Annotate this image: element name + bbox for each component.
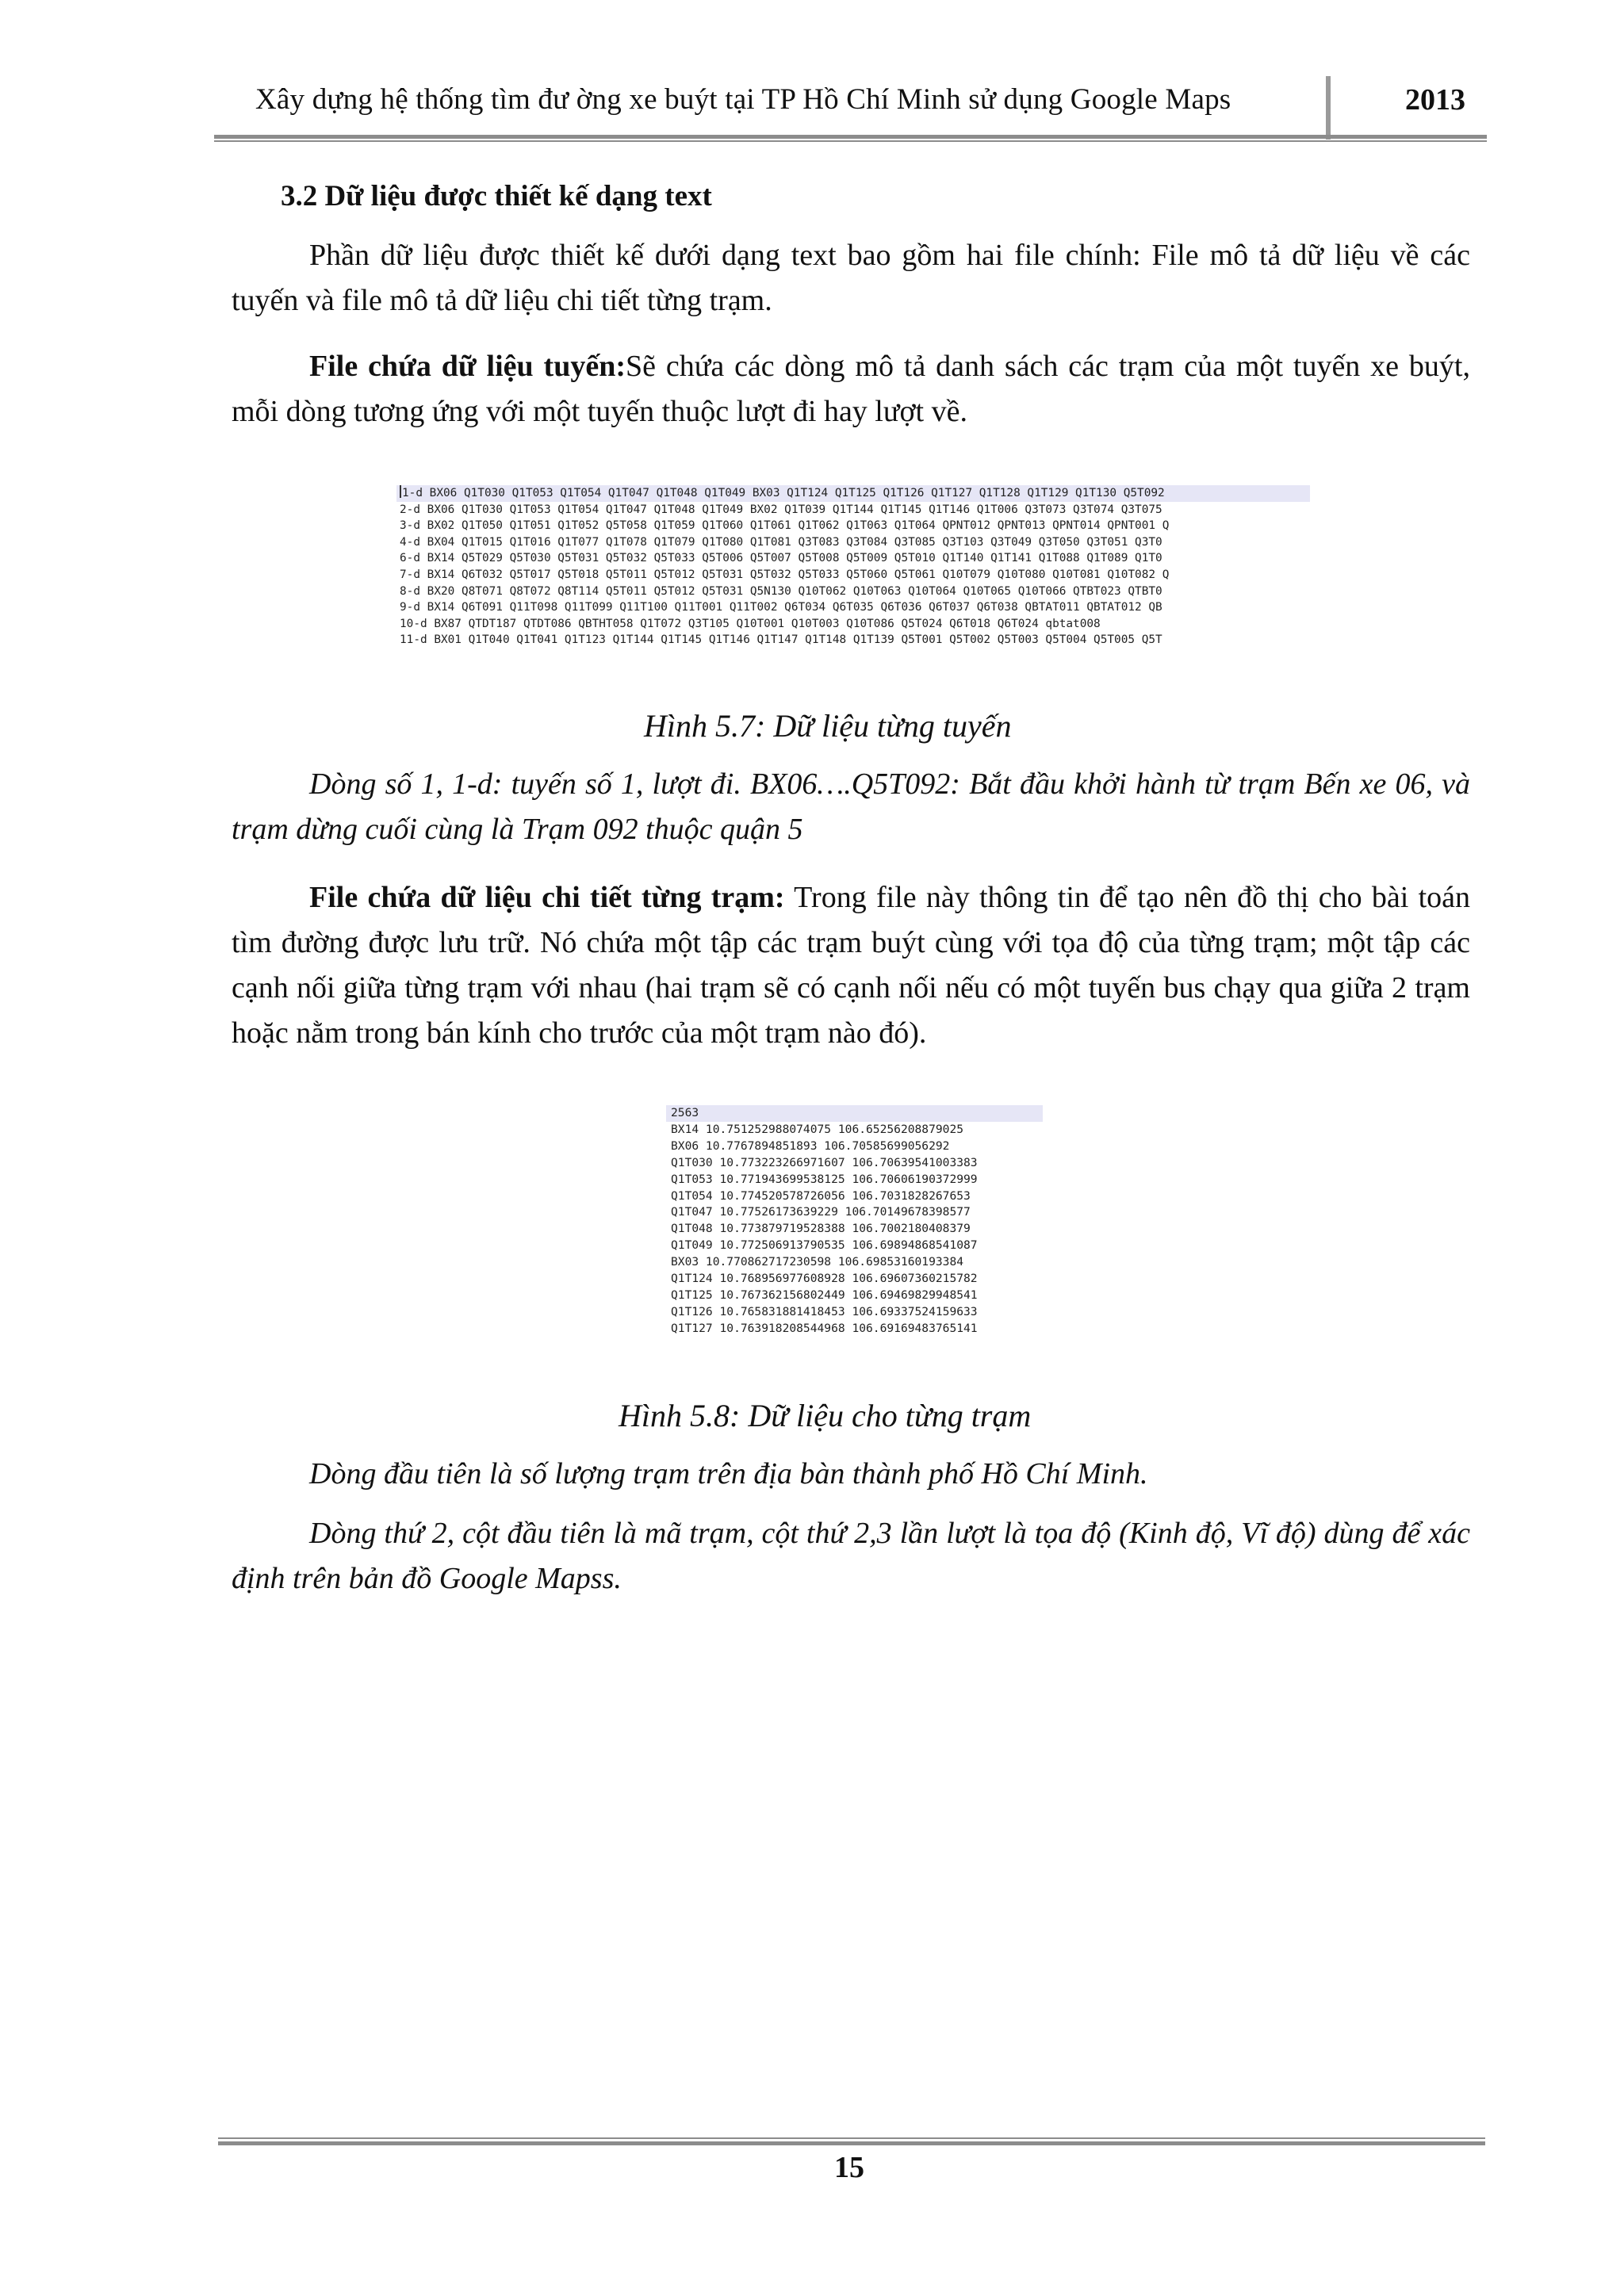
station-data-line: Q1T053 10.771943699538125 106.70606190372999 [671, 1172, 978, 1186]
header-rule [214, 135, 1487, 139]
route-data-line: 3-d BX02 Q1T050 Q1T051 Q1T052 Q5T058 Q1T059 Q1T060 Q1T061 Q1T062 Q1T063 Q1T064 QPNT012 QPNT013 QPNT014 QPNT001 Q [400, 519, 1170, 533]
station-note-first-line: Dòng đầu tiên là số lượng trạm trên địa bàn thành phố Hồ Chí Minh. [309, 1457, 1148, 1490]
station-data-line: Q1T126 10.765831881418453 106.69337524159633 [671, 1304, 978, 1318]
route-file-lead: File chứa dữ liệu tuyến: [309, 350, 626, 383]
station-data-line: Q1T030 10.773223266971607 106.70639541003383 [671, 1155, 978, 1169]
running-header-year: 2013 [1405, 83, 1465, 117]
page-number: 15 [834, 2151, 864, 2184]
section-heading: 3.2 Dữ liệu được thiết kế dạng text [281, 180, 712, 212]
header-rule-thin [214, 140, 1487, 142]
header-separator [1326, 76, 1331, 140]
footer-rule-thin [218, 2137, 1485, 2139]
station-data-line: 2563 [666, 1105, 1043, 1122]
station-data-line: Q1T054 10.774520578726056 106.7031828267653 [671, 1188, 971, 1203]
route-data-line: 4-d BX04 Q1T015 Q1T016 Q1T077 Q1T078 Q1T079 Q1T080 Q1T081 Q3T083 Q3T084 Q3T085 Q3T103 Q3T049 Q3T050 Q3T051 Q3T0 [400, 535, 1162, 549]
text-caret [400, 485, 401, 498]
route-data-line: 11-d BX01 Q1T040 Q1T041 Q1T123 Q1T144 Q1T145 Q1T146 Q1T147 Q1T148 Q1T139 Q5T001 Q5T002 Q5T003 Q5T004 Q5T005 Q5T [400, 633, 1162, 647]
station-data-line: Q1T125 10.767362156802449 106.69469829948541 [671, 1288, 978, 1302]
route-data-line: 2-d BX06 Q1T030 Q1T053 Q1T054 Q1T047 Q1T048 Q1T049 BX02 Q1T039 Q1T144 Q1T145 Q1T146 Q1T006 Q3T073 Q3T074 Q3T075 [400, 503, 1162, 516]
station-data-line: Q1T124 10.768956977608928 106.69607360215782 [671, 1272, 978, 1286]
route-data-line: 10-d BX87 QTDT187 QTDT086 QBTHT058 Q1T072 Q3T105 Q10T001 Q10T003 Q10T086 Q5T024 Q6T018 Q6T024 qbtat008 [400, 617, 1101, 630]
station-note-columns: Dòng thứ 2, cột đầu tiên là mã trạm, cột thứ 2,3 lần lượt là tọa độ (Kinh độ, Vĩ độ) dùng để xác định trên bản đồ Google Mapss. [232, 1517, 1470, 1595]
route-file-body: Sẽ chứa các dòng mô tả danh sách các trạm của một tuyến xe buýt, mỗi dòng tương ứng với một tuyến thuộc lượt đi hay lượt về. [232, 350, 1470, 428]
station-data-line: Q1T127 10.763918208544968 106.69169483765141 [671, 1321, 978, 1335]
station-data-line: Q1T049 10.772506913790535 106.69894868541087 [671, 1238, 978, 1253]
station-data-line: BX03 10.770862717230598 106.69853160193384 [671, 1255, 964, 1269]
route-data-screenshot [396, 485, 1310, 672]
running-header-title: Xây dựng hệ thống tìm đư ờng xe buýt tại TP Hồ Chí Minh sử dụng Google Maps [255, 83, 1231, 116]
figure-caption-route: Hình 5.7: Dữ liệu từng tuyến [644, 708, 1012, 744]
route-note-paragraph: Dòng số 1, 1-d: tuyến số 1, lượt đi. BX06….Q5T092: Bắt đầu khởi hành từ trạm Bến xe 06, và trạm dừng cuối cùng là Trạm 092 thuộc quận 5 [232, 767, 1470, 846]
station-data-line: BX06 10.7767894851893 106.70585699056292 [671, 1138, 950, 1153]
intro-paragraph: Phần dữ liệu được thiết kế dưới dạng text bao gồm hai file chính: File mô tả dữ liệu về các tuyến và file mô tả dữ liệu chi tiết từng trạm. [232, 239, 1470, 317]
route-data-line: 7-d BX14 Q6T032 Q5T017 Q5T018 Q5T011 Q5T012 Q5T031 Q5T032 Q5T033 Q5T060 Q5T061 Q10T079 Q10T080 Q10T081 Q10T082 Q [400, 568, 1170, 581]
route-data-line: 6-d BX14 Q5T029 Q5T030 Q5T031 Q5T032 Q5T033 Q5T006 Q5T007 Q5T008 Q5T009 Q5T010 Q1T140 Q1T141 Q1T088 Q1T089 Q1T0 [400, 552, 1162, 565]
station-data-line: Q1T048 10.773879719528388 106.7002180408379 [671, 1222, 971, 1236]
route-file-paragraph [232, 344, 1470, 434]
station-data-line: Q1T047 10.77526173639229 106.70149678398577 [671, 1205, 971, 1219]
station-file-paragraph [232, 875, 1470, 1056]
footer-rule [218, 2141, 1485, 2145]
route-data-line: 8-d BX20 Q8T071 Q8T072 Q8T114 Q5T011 Q5T012 Q5T031 Q5N130 Q10T062 Q10T063 Q10T064 Q10T065 Q10T066 QTBT023 QTBT0 [400, 584, 1162, 598]
figure-caption-station: Hình 5.8: Dữ liệu cho từng trạm [619, 1398, 1032, 1433]
station-data-screenshot [666, 1105, 1043, 1367]
station-data-line: BX14 10.751252988074075 106.65256208879025 [671, 1122, 964, 1136]
station-file-lead: File chứa dữ liệu chi tiết từng trạm: [309, 881, 785, 914]
route-data-line: 1-d BX06 Q1T030 Q1T053 Q1T054 Q1T047 Q1T048 Q1T049 BX03 Q1T124 Q1T125 Q1T126 Q1T127 Q1T128 Q1T129 Q1T130 Q5T092 [396, 485, 1310, 502]
station-file-body: Trong file này thông tin để tạo nên đồ thị cho bài toán tìm đường được lưu trữ. Nó chứa một tập các trạm buýt cùng với tọa độ của từng trạm; một tập các cạnh nối giữa từng trạm với nhau (hai trạm sẽ có cạnh nối nếu có một tuyến bus chạy qua giữa 2 trạm hoặc nằm trong bán kính cho trước của một trạm nào đó). [232, 881, 1470, 1050]
route-data-line: 9-d BX14 Q6T091 Q11T098 Q11T099 Q11T100 Q11T001 Q11T002 Q6T034 Q6T035 Q6T036 Q6T037 Q6T038 QBTAT011 QBTAT012 QB [400, 601, 1162, 614]
